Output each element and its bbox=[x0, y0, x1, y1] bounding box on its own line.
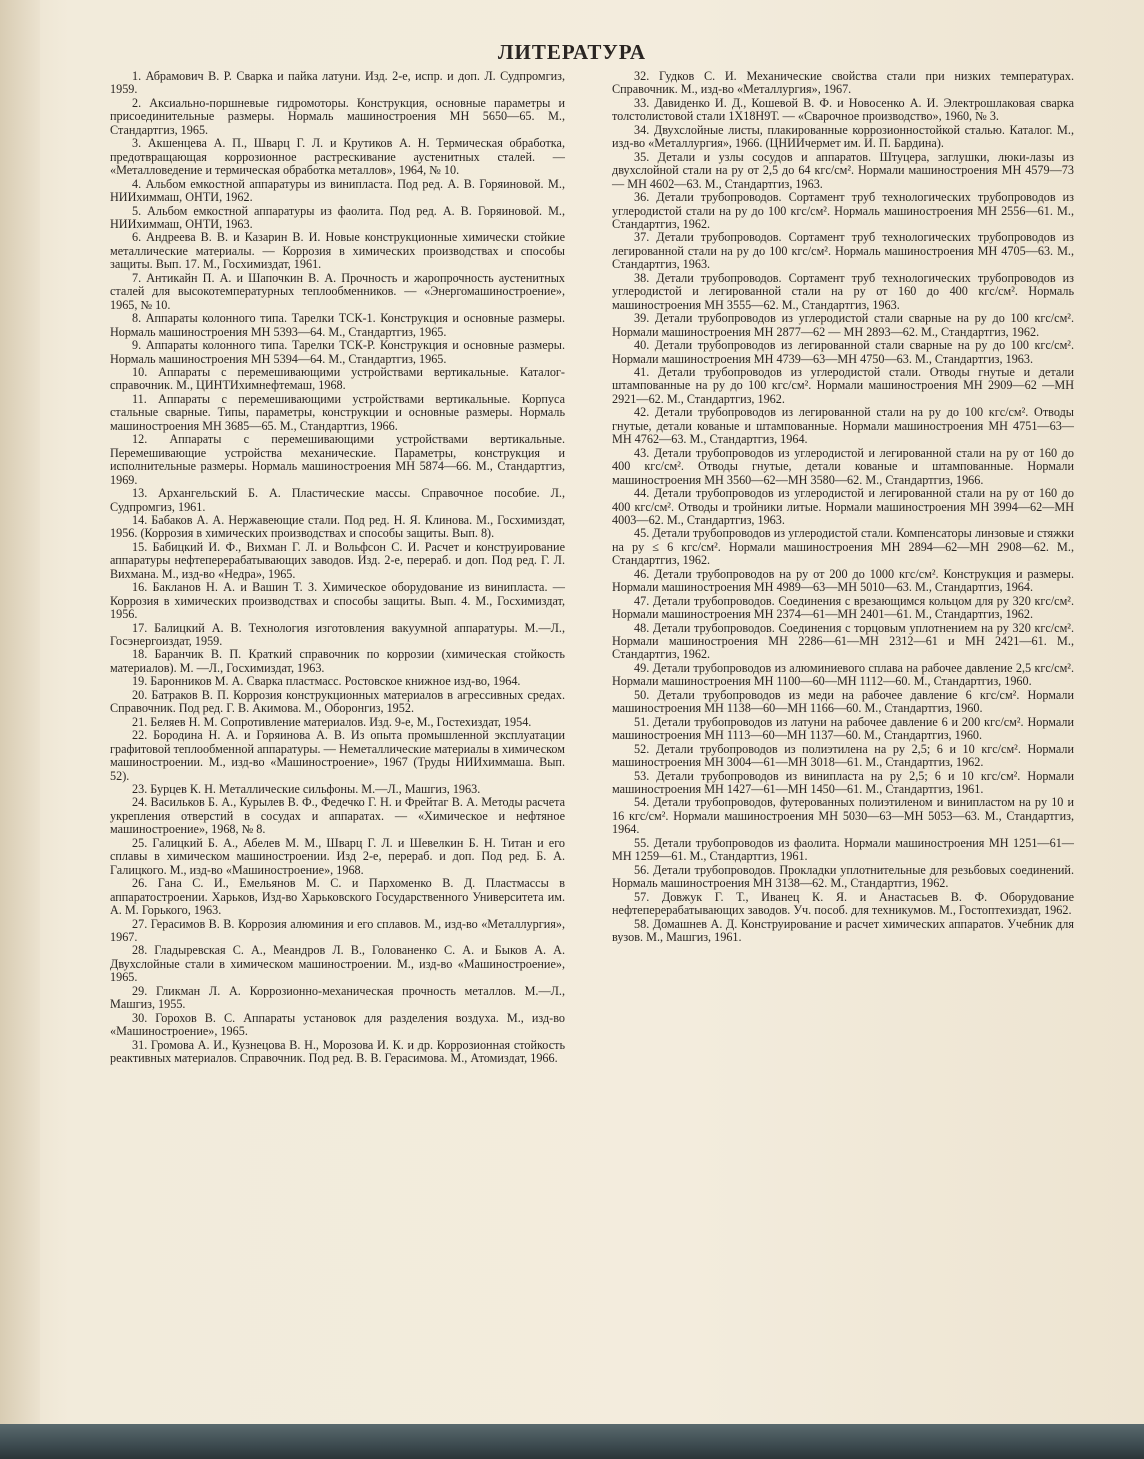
reference-entry: 20. Батраков В. П. Коррозия конструкционных материалов в агрессивных средах. Справочник. Под ред. Г. В. Акимова. М., Оборонгиз, 1952. bbox=[110, 687, 565, 716]
reference-entry: 42. Детали трубопроводов из легированной стали на py до 100 кгс/см². Отводы гнутые, детали кованые и штампованные. Нормали машиностроения МН 4751—63—МН 4762—63. М., Стандартгиз, 1964. bbox=[612, 405, 1074, 447]
reference-entry: 11. Аппараты с перемешивающими устройствами вертикальные. Корпуса стальные сварные. Типы, параметры, конструкции и основные размеры. Нормаль машиностроения МН 3685—65. М., Стандартгиз, 1966. bbox=[110, 391, 565, 433]
reference-entry: 30. Горохов В. С. Аппараты установок для разделения воздуха. М., изд-во «Машиностроение», 1965. bbox=[110, 1010, 565, 1039]
page-title: ЛИТЕРАТУРА bbox=[497, 40, 647, 64]
reference-entry: 55. Детали трубопроводов из фаолита. Нормали машиностроения МН 1251—61—МН 1259—61. М., Стандартгиз, 1961. bbox=[612, 835, 1074, 864]
reference-entry: 54. Детали трубопроводов, футерованных полиэтиленом и винипластом на py 10 и 16 кгс/см². Нормали машиностроения МН 5030—63—МН 5053—63. М., Стандартгиз, 1964. bbox=[612, 795, 1074, 837]
reference-entry: 50. Детали трубопроводов из меди на рабочее давление 6 кгс/см². Нормали машиностроения МН 1138—60—МН 1166—60. М., Стандартгиз, 1960. bbox=[612, 687, 1074, 716]
reference-entry: 8. Аппараты колонного типа. Тарелки ТСК-1. Конструкция и основные размеры. Нормаль машиностроения МН 5393—64. М., Стандартгиз, 1965. bbox=[110, 311, 565, 339]
reference-entry: 36. Детали трубопроводов. Сортамент труб технологических трубопроводов из углеродистой стали на py до 100 кгс/см². Нормаль машиностроения МН 2556—61. М., Стандартгиз, 1962. bbox=[612, 190, 1074, 231]
reference-entry: 17. Балицкий А. В. Технология изготовления вакуумной аппаратуры. М.—Л., Госэнергоиздат, 1959. bbox=[110, 620, 565, 649]
reference-entry: 32. Гудков С. И. Механические свойства стали при низких температурах. Справочник. М., изд-во «Металлургия», 1967. bbox=[612, 69, 1074, 97]
reference-entry: 57. Довжук Г. Т., Иванец К. Я. и Анастасьев В. Ф. Оборудование нефтеперерабатывающих заводов. Уч. пособ. для техникумов. М., Гостоптехиздат, 1962. bbox=[612, 889, 1074, 918]
reference-entry: 29. Гликман Л. А. Коррозионно-механическая прочность металлов. М.—Л., Машгиз, 1955. bbox=[110, 983, 565, 1012]
reference-entry: 12. Аппараты с перемешивающими устройствами вертикальные. Перемешивающие устройства механические. Параметры, конструкция и исполнительные размеры. Нормаль машиностроения МН 5874—66. М., Стандартгиз, 1969. bbox=[110, 432, 565, 487]
reference-entry: 56. Детали трубопроводов. Прокладки уплотнительные для резьбовых соединений. Нормаль машиностроения МН 3138—62. М., Стандартгиз, 1962. bbox=[612, 862, 1074, 891]
reference-entry: 51. Детали трубопроводов из латуни на рабочее давление 6 и 200 кгс/см². Нормали машиностроения МН 1113—60—МН 1137—60. М., Стандартгиз, 1960. bbox=[612, 714, 1074, 743]
reference-entry: 21. Беляев Н. М. Сопротивление материалов. Изд. 9-е, М., Гостехиздат, 1954. bbox=[132, 714, 532, 729]
reference-entry: 4. Альбом емкостной аппаратуры из винипласта. Под ред. А. В. Горяиновой. М., НИИхиммаш, ОНТИ, 1962. bbox=[110, 176, 565, 205]
reference-entry: 2. Аксиально-поршневые гидромоторы. Конструкция, основные параметры и присоединительные размеры. Нормаль машиностроения МН 5650—65. М., Стандартгиз, 1965. bbox=[110, 95, 565, 137]
reference-entry: 48. Детали трубопроводов. Соединения с торцовым уплотнением на py 320 кгс/см². Нормали машиностроения МН 2286—61—МН 2312—61 и МН 2421—61. М., Стандартгиз, 1962. bbox=[612, 620, 1074, 662]
references-right-column bbox=[612, 70, 1074, 944]
reference-entry: 46. Детали трубопроводов на py от 200 до 1000 кгс/см². Конструкция и размеры. Нормали машиностроения МН 4989—63—МН 5010—63. М., Стандартгиз, 1964. bbox=[612, 566, 1074, 595]
reference-entry: 33. Давиденко И. Д., Кошевой В. Ф. и Новосенко А. И. Электрошлаковая сварка толстолистовой стали 1Х18Н9Т. — «Сварочное производство», 1960, № 3. bbox=[612, 95, 1074, 124]
reference-entry: 49. Детали трубопроводов из алюминиевого сплава на рабочее давление 2,5 кгс/см². Нормали машиностроения МН 1100—60—МН 1112—60. М., Стандартгиз, 1960. bbox=[612, 660, 1074, 689]
reference-entry: 38. Детали трубопроводов. Сортамент труб технологических трубопроводов из углеродистой и легированной стали на py от 160 до 400 кгс/см². Нормаль машиностроения МН 3555—62. М., Стандартгиз, 1963. bbox=[612, 270, 1074, 312]
reference-entry: 25. Галицкий Б. А., Абелев М. М., Шварц Г. Л. и Шевелкин Б. Н. Титан и его сплавы в химическом машиностроении. Изд 2-е, перераб. и доп. Под ред. Б. А. Галицкого. М., изд-во «Машиностроение», 1968. bbox=[110, 835, 565, 877]
reference-entry: 9. Аппараты колонного типа. Тарелки ТСК-Р. Конструкция и основные размеры. Нормаль машиностроения МН 5394—64. М., Стандартгиз, 1965. bbox=[110, 338, 565, 366]
reference-entry: 44. Детали трубопроводов из углеродистой и легированной стали на py от 160 до 400 кгс/см². Отводы и тройники литые. Нормали машиностроения МН 3994—62—МН 4003—62. М., Стандартгиз, 1963. bbox=[612, 486, 1074, 527]
reference-entry: 6. Андреева В. В. и Казарин В. И. Новые конструкционные химически стойкие металлические материалы. — Коррозия в химических производствах и способы защиты. Вып. 17. М., Госхимиздат, 1961. bbox=[110, 230, 565, 272]
reference-entry: 53. Детали трубопроводов из винипласта на py 2,5; 6 и 10 кгс/см². Нормали машиностроения МН 1427—61—МН 1450—61. М., Стандартгиз, 1961. bbox=[612, 768, 1074, 797]
reference-entry: 58. Домашнев А. Д. Конструирование и расчет химических аппаратов. Учебник для вузов. М., Машгиз, 1961. bbox=[612, 916, 1074, 944]
reference-entry: 40. Детали трубопроводов из легированной стали сварные на py до 100 кгс/см². Нормали машиностроения МН 4739—63—МН 4750—63. М., Стандартгиз, 1963. bbox=[612, 338, 1074, 366]
reference-entry: 7. Антикайн П. А. и Шапочкин В. А. Прочность и жаропрочность аустенитных сталей для высокотемпературных теплообменников. — «Энергомашиностроение», 1965, № 10. bbox=[110, 270, 565, 312]
reference-entry: 14. Бабаков А. А. Нержавеющие стали. Под ред. Н. Я. Клинова. М., Госхимиздат, 1956. (Коррозия в химических производствах и способы защиты. Вып. 8). bbox=[110, 512, 565, 541]
reference-entry: 16. Бакланов Н. А. и Вашин Т. З. Химическое оборудование из винипласта. — Коррозия в химических производствах и способы защиты. Вып. 4. М., Госхимиздат, 1956. bbox=[110, 580, 565, 622]
reference-entry: 22. Бородина Н. А. и Горяинова А. В. Из опыта промышленной эксплуатации графитовой теплообменной аппаратуры. — Неметаллические материалы в химическом машиностроении. М., изд-во «Машиностроение», 1967 (Труды НИИхиммаша. Вып. 52). bbox=[110, 728, 565, 783]
reference-entry: 3. Акшенцева А. П., Шварц Г. Л. и Крутиков А. Н. Термическая обработка, предотвращающая коррозионное растрескивание аустенитных сталей. — «Металловедение и термическая обработка металлов», 1964, № 10. bbox=[110, 136, 565, 178]
reference-entry: 19. Баронников М. А. Сварка пластмасс. Ростовское книжное изд-во, 1964. bbox=[132, 674, 521, 689]
reference-entry: 23. Бурцев К. Н. Металлические сильфоны. М.—Л., Машгиз, 1963. bbox=[132, 782, 481, 797]
reference-entry: 39. Детали трубопроводов из углеродистой стали сварные на py до 100 кгс/см². Нормали машиностроения МН 2877—62 — МН 2893—62. М., Стандартгиз, 1962. bbox=[612, 311, 1074, 339]
reference-entry: 47. Детали трубопроводов. Соединения с врезающимся кольцом для py 320 кгс/см². Нормали машиностроения МН 2374—61—МН 2401—61. М., Стандартгиз, 1962. bbox=[612, 593, 1074, 622]
book-cover-edge bbox=[0, 1424, 1144, 1459]
reference-entry: 45. Детали трубопроводов из углеродистой стали. Компенсаторы линзовые и стяжки на py ≤ 6 кгс/см². Нормали машиностроения МН 2894—62—МН 2908—62. М., Стандартгиз, 1962. bbox=[612, 526, 1074, 568]
reference-entry: 43. Детали трубопроводов из углеродистой и легированной стали на py от 160 до 400 кгс/см². Отводы гнутые, детали кованые и штампованные. Нормали машиностроения МН 3560—62—МН 3580—62. М., Стандартгиз, 1966. bbox=[612, 445, 1074, 487]
reference-entry: 10. Аппараты с перемешивающими устройствами вертикальные. Каталог-справочник. М., ЦИНТИхимнефтемаш, 1968. bbox=[110, 364, 565, 393]
reference-entry: 52. Детали трубопроводов из полиэтилена на py 2,5; 6 и 10 кгс/см². Нормали машиностроения МН 3004—61—МН 3018—61. М., Стандартгиз, 1962. bbox=[612, 741, 1074, 770]
reference-entry: 41. Детали трубопроводов из углеродистой стали. Отводы гнутые и детали штампованные на py до 100 кгс/см². Нормали машиностроения МН 2909—62 —МН 2921—62. М., Стандартгиз, 1962. bbox=[612, 364, 1074, 406]
references-left-column bbox=[110, 70, 565, 1066]
reference-entry: 26. Гана С. И., Емельянов М. С. и Пархоменко В. Д. Пластмассы в аппаратостроении. Харьков, Изд-во Харьковского Государственного Университета им. А. М. Горького, 1963. bbox=[110, 876, 565, 918]
reference-entry: 18. Баранчик В. П. Краткий справочник по коррозии (химическая стойкость материалов). М. —Л., Госхимиздат, 1963. bbox=[110, 647, 565, 675]
reference-entry: 24. Васильков Б. А., Курылев В. Ф., Федечко Г. Н. и Фрейтаг В. А. Методы расчета укрепления отверстий в сосудах и аппаратах. — «Химическое и нефтяное машиностроение», 1968, № 8. bbox=[110, 795, 565, 837]
reference-entry: 31. Громова А. И., Кузнецова В. Н., Морозова И. К. и др. Коррозионная стойкость реактивных материалов. Справочник. Под ред. В. В. Герасимова. М., Атомиздат, 1966. bbox=[110, 1037, 565, 1066]
reference-entry: 5. Альбом емкостной аппаратуры из фаолита. Под ред. А. В. Горяиновой. М., НИИхиммаш, ОНТИ, 1963. bbox=[110, 203, 565, 231]
reference-entry: 27. Герасимов В. В. Коррозия алюминия и его сплавов. М., изд-во «Металлургия», 1967. bbox=[110, 916, 565, 944]
reference-entry: 28. Гладыревская С. А., Меандров Л. В., Голованенко С. А. и Быков А. А. Двухслойные стали в химическом машиностроении. М., изд-во «Машиностроение», 1965. bbox=[110, 943, 565, 985]
reference-entry: 35. Детали и узлы сосудов и аппаратов. Штуцера, заглушки, люки-лазы из двухслойной стали на py от 2,5 до 64 кгс/см². Нормали машиностроения МН 4579—73 — МН 4602—63. М., Стандартгиз, 1963. bbox=[612, 149, 1074, 191]
reference-entry: 13. Архангельский Б. А. Пластические массы. Справочное пособие. Л., Судпромгиз, 1961. bbox=[110, 486, 565, 514]
reference-entry: 15. Бабицкий И. Ф., Вихман Г. Л. и Вольфсон С. И. Расчет и конструирование аппаратуры нефтеперерабатывающих заводов. Изд. 2-е, перераб. и доп. Под ред. Г. Л. Вихмана. М., изд-во «Недра», 1965. bbox=[110, 539, 565, 581]
reference-entry: 1. Абрамович В. Р. Сварка и пайка латуни. Изд. 2-е, испр. и доп. Л. Судпромгиз, 1959. bbox=[110, 69, 565, 97]
page-gutter bbox=[0, 0, 40, 1424]
reference-entry: 34. Двухслойные листы, плакированные коррозионностойкой сталью. Каталог. М., изд-во «Металлургия», 1966. (ЦНИИчермет им. И. П. Бардина). bbox=[612, 122, 1074, 151]
reference-entry: 37. Детали трубопроводов. Сортамент труб технологических трубопроводов из легированной стали на py до 100 кгс/см². Нормаль машиностроения МН 4705—63. М., Стандартгиз, 1963. bbox=[612, 230, 1074, 272]
